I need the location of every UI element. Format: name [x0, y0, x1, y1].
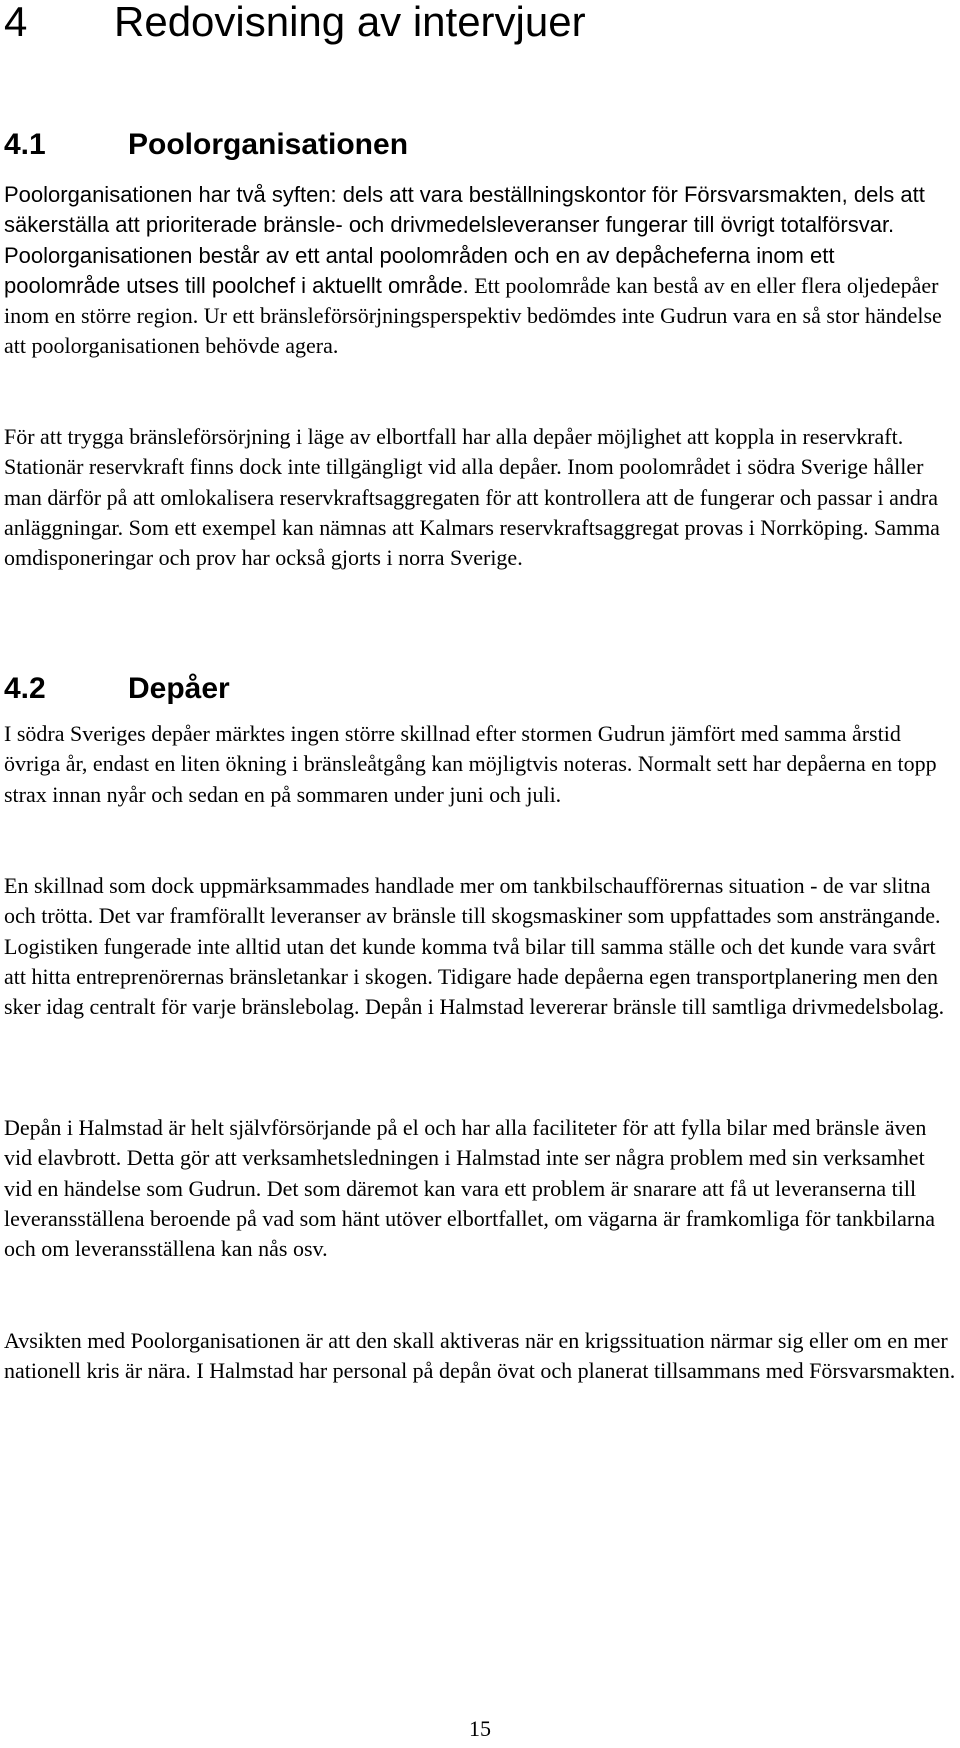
section-heading-4-2 — [4, 672, 230, 706]
chapter-number: 4 — [4, 0, 28, 45]
section-title: Depåer — [128, 672, 230, 705]
paragraph — [4, 180, 956, 362]
section-title: Poolorganisationen — [128, 128, 409, 161]
section-number: 4.1 — [4, 128, 46, 161]
paragraph: Avsikten med Poolorganisationen är att den skall aktiveras när en krigssituation närmar sig eller om en mer nationell kris är nära. I Halmstad har personal på depån övat och planerat tillsammans med Försvarsmakten. — [4, 1328, 956, 1384]
chapter-heading — [4, 0, 586, 44]
paragraph-serif-part: Ett poolområde kan bestå av en eller flera oljedepåer inom en större region. Ur ett bränsleförsörjningsperspektiv bedömdes inte Gudrun vara en så stor händelse att poolorganisationen behövde agera. — [4, 272, 942, 359]
section-heading-4-1 — [4, 128, 408, 162]
paragraph: I södra Sveriges depåer märktes ingen större skillnad efter stormen Gudrun jämfört med samma årstid övriga år, endast en liten ökning i bränsleåtgång kan möjligtvis noteras. Normalt sett har depåerna en topp strax innan nyår och sedan en på sommaren under juni och juli. — [4, 721, 937, 807]
paragraph: En skillnad som dock uppmärksammades handlade mer om tankbilschaufförernas situation - de var slitna och trötta. Det var framförallt leveranser av bränsle till skogsmaskiner som uppfattades som ansträngande. Logistiken fungerade inte alltid utan det kunde komma två bilar till samma ställe och det kunde vara svårt att hitta entreprenörernas bränsletankar i skogen. Tidigare hade depåerna egen transportplanering men den sker idag centralt för varje bränslebolag. Depån i Halmstad levererar bränsle till samtliga drivmedelsbolag. — [4, 873, 945, 1020]
section-number: 4.2 — [4, 672, 46, 705]
paragraph-sans-part: Poolorganisationen har två syften: dels att vara beställningskontor för Försvarsmakten, dels att säkerställa att prioriterade bränsle- och drivmedelsleveranser fungerar till övrigt totalförsvar. Poolorganisationen består av ett antal poolområden och en av depåcheferna inom ett poolområde utses till poolchef i aktuellt område. — [4, 182, 925, 298]
paragraph: Depån i Halmstad är helt självförsörjande på el och har alla faciliteter för att fylla bilar med bränsle även vid elavbrott. Detta gör att verksamhetsledningen i Halmstad inte ser några problem med sin verksamhet vid en händelse som Gudrun. Det som däremot kan vara ett problem är snarare att få ut leveranserna till leveransställena beroende på vad som hänt utöver elbortfallet, om vägarna är framkomliga för tankbilarna och om leveransställena kan nås osv. — [4, 1115, 935, 1262]
page-number: 15 — [469, 1716, 491, 1741]
chapter-title: Redovisning av intervjuer — [114, 0, 586, 45]
paragraph: För att trygga bränsleförsörjning i läge av elbortfall har alla depåer möjlighet att koppla in reservkraft. Stationär reservkraft finns dock inte tillgängligt vid alla depåer. Inom poolområdet i södra Sverige håller man därför på att omlokalisera reservkraftsaggregaten för att kontrollera att de fungerar och passar i andra anläggningar. Som ett exempel kan nämnas att Kalmars reservkraftsaggregat provas i Norrköping. Samma omdisponeringar och prov har också gjorts i norra Sverige. — [4, 424, 940, 571]
